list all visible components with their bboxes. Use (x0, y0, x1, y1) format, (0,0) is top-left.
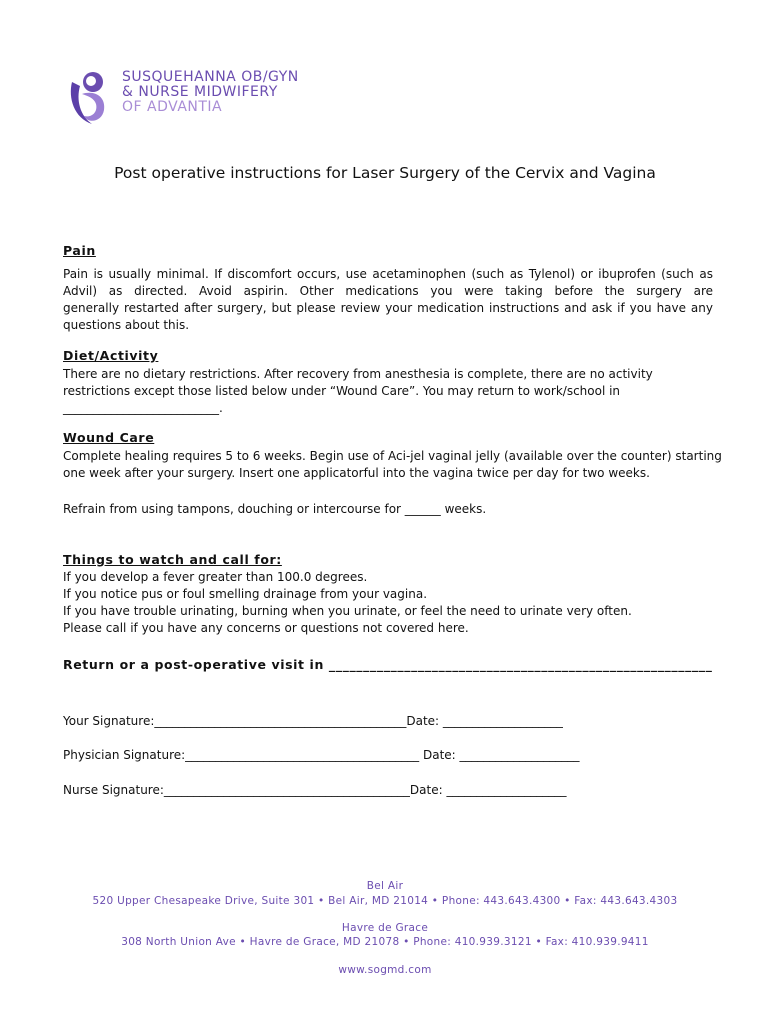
watch-item: If you notice pus or foul smelling drainage from your vagina. (63, 587, 428, 601)
wound-heading: Wound Care (63, 430, 155, 445)
pain-line: generally restarted after surgery, but please review your medication instructions and ask if you have any (63, 301, 713, 315)
practice-logo (66, 68, 299, 126)
footer-location-bel-air: Bel Air (366, 880, 404, 892)
logo-mark-icon (66, 68, 114, 126)
watch-list (63, 569, 713, 637)
pain-line: Advil) as directed. Avoid aspirin. Other medications you were taking before the surgery are (63, 284, 713, 298)
watch-item: Please call if you have any concerns or questions not covered here. (63, 621, 469, 635)
return-visit-line[interactable]: Return or a post-operative visit in ________________________________________________________ (63, 657, 713, 672)
diet-line: restrictions except those listed below under “Wound Care”. You may return to work/school in (63, 384, 621, 398)
wound-line: one week after your surgery. Insert one applicatorful into the vagina twice per day for two weeks. (63, 466, 650, 480)
document-title: Post operative instructions for Laser Surgery of the Cervix and Vagina (114, 164, 656, 182)
diet-line: __________________________. (63, 401, 223, 415)
diet-line: There are no dietary restrictions. After recovery from anesthesia is complete, there are no activity (63, 367, 653, 381)
footer-address-bel-air: 520 Upper Chesapeake Drive, Suite 301 • Bel Air, MD 21014 • Phone: 443.643.4300 • Fax: 443.643.4303 (92, 895, 678, 907)
pain-line: questions about this. (63, 318, 190, 332)
logo-line-3: OF ADVANTIA (122, 99, 223, 115)
footer-website-link[interactable]: www.sogmd.com (338, 964, 432, 976)
pain-heading: Pain (63, 243, 96, 258)
diet-heading: Diet/Activity (63, 348, 159, 363)
footer-location-havre-de-grace: Havre de Grace (341, 922, 429, 934)
physician-signature-line[interactable]: Physician Signature:_______________________________________ Date: ____________________ (63, 748, 580, 762)
logo-line-2: & NURSE MIDWIFERY (122, 84, 278, 100)
refrain-line: Refrain from using tampons, douching or intercourse for ______ weeks. (63, 502, 487, 516)
logo-line-1: SUSQUEHANNA OB/GYN (122, 69, 299, 85)
nurse-signature-line[interactable]: Nurse Signature:_________________________________________Date: ____________________ (63, 783, 567, 797)
your-signature-line[interactable]: Your Signature:__________________________________________Date: ____________________ (63, 714, 563, 728)
pain-line: Pain is usually minimal. If discomfort occurs, use acetaminophen (such as Tylenol) or ibuprofen (such as (63, 267, 713, 281)
wound-line: Complete healing requires 5 to 6 weeks. Begin use of Aci-jel vaginal jelly (available over the counter) starting (63, 449, 722, 463)
pain-paragraph (63, 266, 713, 334)
watch-item: If you have trouble urinating, burning when you urinate, or feel the need to urinate very often. (63, 604, 632, 618)
footer-address-havre-de-grace: 308 North Union Ave • Havre de Grace, MD 21078 • Phone: 410.939.3121 • Fax: 410.939.9411 (121, 936, 649, 948)
diet-paragraph (63, 366, 713, 417)
watch-heading: Things to watch and call for: (63, 552, 282, 567)
watch-item: If you develop a fever greater than 100.0 degrees. (63, 570, 368, 584)
wound-paragraph (63, 448, 722, 482)
